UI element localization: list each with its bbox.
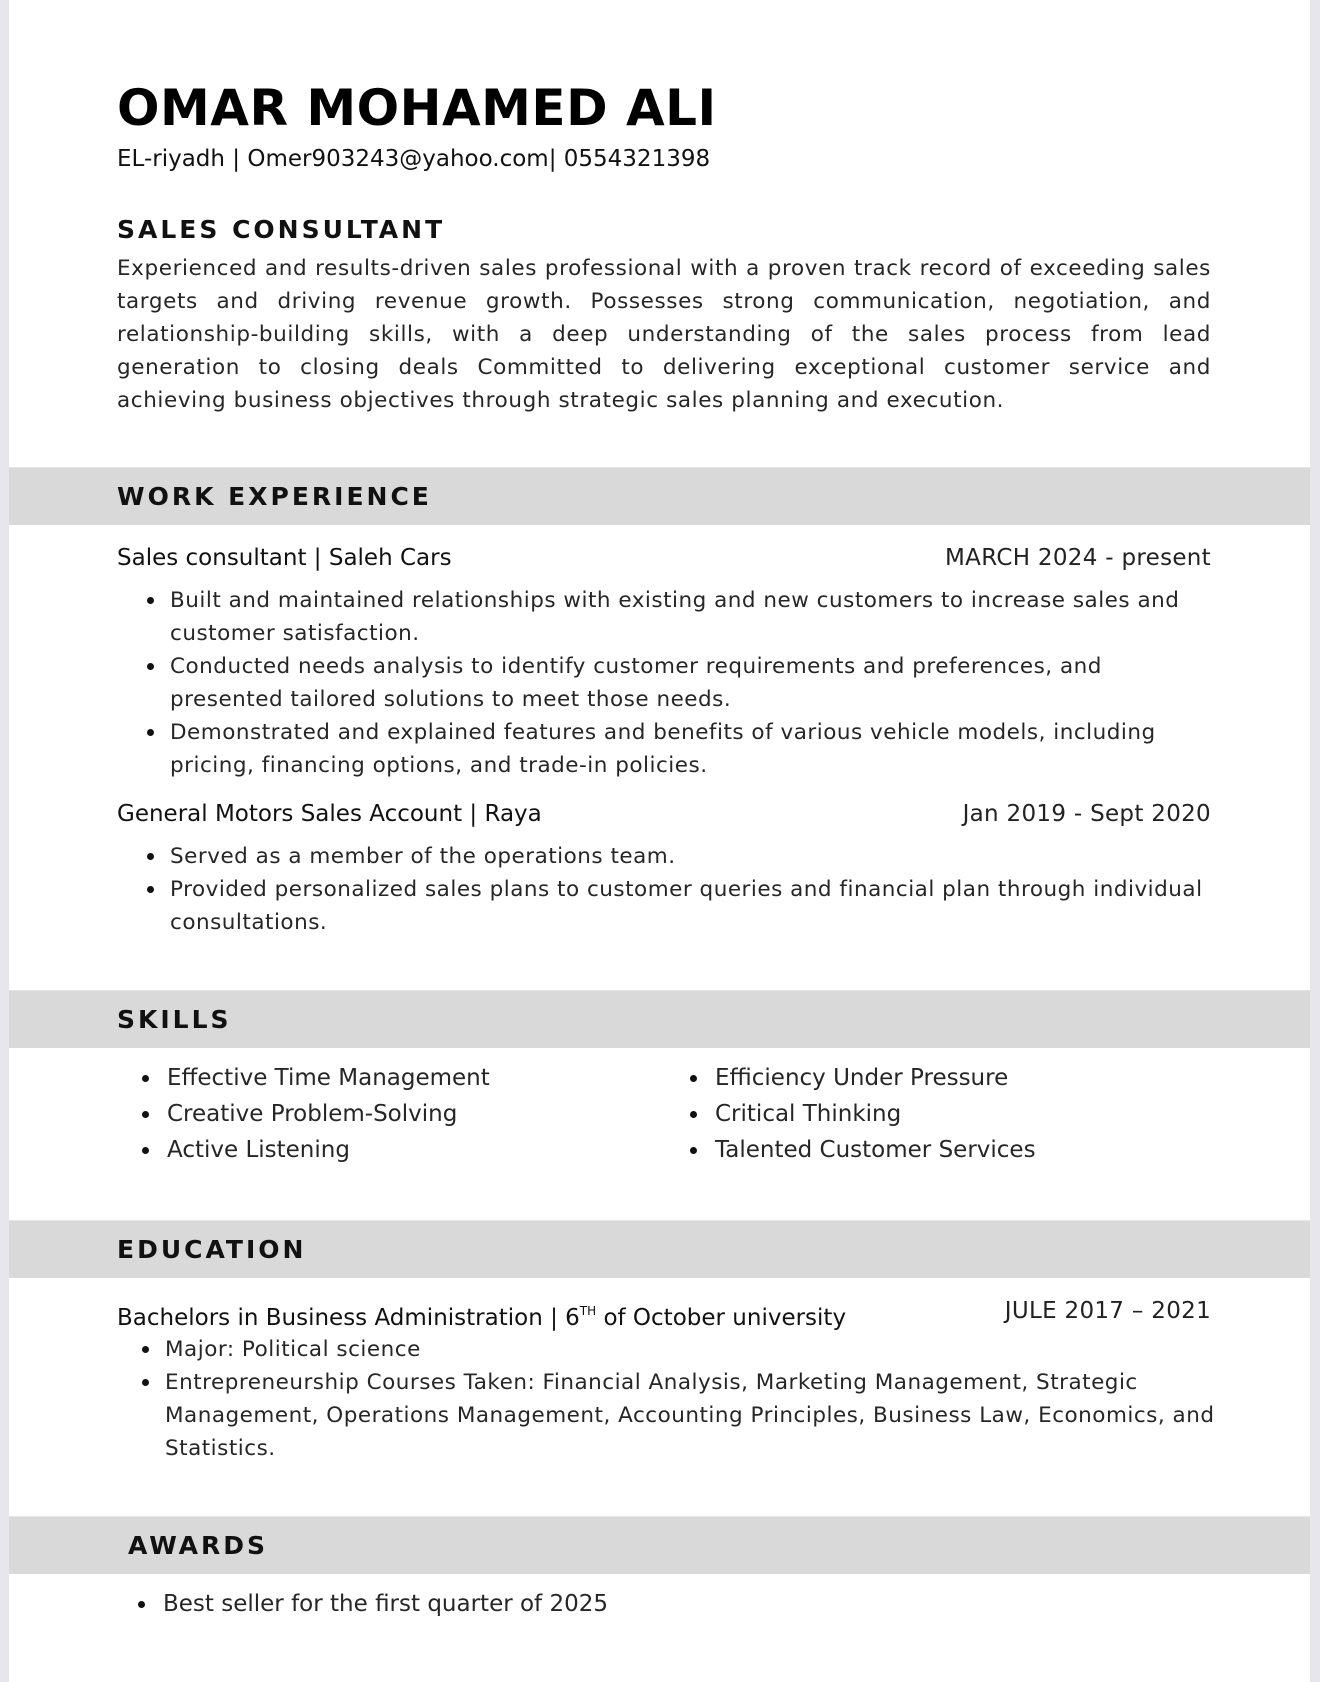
section-band-awards [9,1516,1310,1574]
skill-item: Creative Problem-Solving [142,1096,662,1132]
job-header [117,799,1211,829]
skills-list-right [690,1060,1210,1168]
role-title: SALES CONSULTANT [117,215,446,244]
education-bullets [142,1333,1217,1465]
list-item: Conducted needs analysis to identify customer requirements and preferences, and presented tailored solutions to meet those needs. [147,650,1207,716]
section-band-skills [9,990,1310,1048]
awards-list [138,1586,838,1622]
list-item: Major: Political science [142,1333,1217,1366]
job-title: Sales consultant | Saleh Cars [117,545,452,571]
skills-list-left [142,1060,662,1168]
section-title-awards: AWARDS [128,1531,269,1560]
section-title-work: WORK EXPERIENCE [117,482,432,511]
job-bullets [147,584,1207,782]
list-item: Entrepreneurship Courses Taken: Financial Analysis, Marketing Management, Strategic Management, Operations Management, Accounting Principles, Business Law, Economics, and Statistics. [142,1366,1217,1465]
skill-item: Effective Time Management [142,1060,662,1096]
list-item: Demonstrated and explained features and benefits of various vehicle models, including pricing, financing options, and trade-in policies. [147,716,1207,782]
job-bullets [147,840,1213,939]
education-date: JULE 2017 – 2021 [1004,1298,1211,1324]
section-band-education [9,1220,1310,1278]
list-item: Built and maintained relationships with existing and new customers to increase sales and customer satisfaction. [147,584,1207,650]
skill-item: Talented Customer Services [690,1132,1210,1168]
skill-item: Efficiency Under Pressure [690,1060,1210,1096]
contact-line: EL-riyadh | Omer903243@yahoo.com| 0554321398 [117,146,711,172]
job-title: General Motors Sales Account | Raya [117,801,542,827]
section-band-work [9,467,1310,525]
skill-item: Critical Thinking [690,1096,1210,1132]
section-title-education: EDUCATION [117,1235,307,1264]
skill-item: Active Listening [142,1132,662,1168]
degree-title [117,1296,846,1333]
resume-page [9,0,1310,1682]
job-date: Jan 2019 - Sept 2020 [962,801,1211,827]
education-header [117,1296,1211,1333]
degree-superscript: TH [579,1304,597,1318]
award-item: Best seller for the first quarter of 2025 [138,1586,838,1622]
job-date: MARCH 2024 - present [945,545,1211,571]
list-item: Provided personalized sales plans to customer queries and financial plan through individual consultations. [147,873,1213,939]
degree-name: Bachelors in Business Administration | 6 [117,1305,580,1331]
list-item: Served as a member of the operations team. [147,840,1213,873]
summary-paragraph: Experienced and results-driven sales professional with a proven track record of exceeding sales targets and driving revenue growth. Possesses strong communication, negotiation, and relationship-building skills, with a deep understanding of the sales process from lead generation to closing deals Committed to delivering exceptional customer service and achieving business objectives through strategic sales planning and execution. [117,256,1211,413]
university-name: of October university [596,1305,847,1331]
candidate-name: OMAR MOHAMED ALI [117,79,717,137]
section-title-skills: SKILLS [117,1005,232,1034]
job-header [117,543,1211,573]
